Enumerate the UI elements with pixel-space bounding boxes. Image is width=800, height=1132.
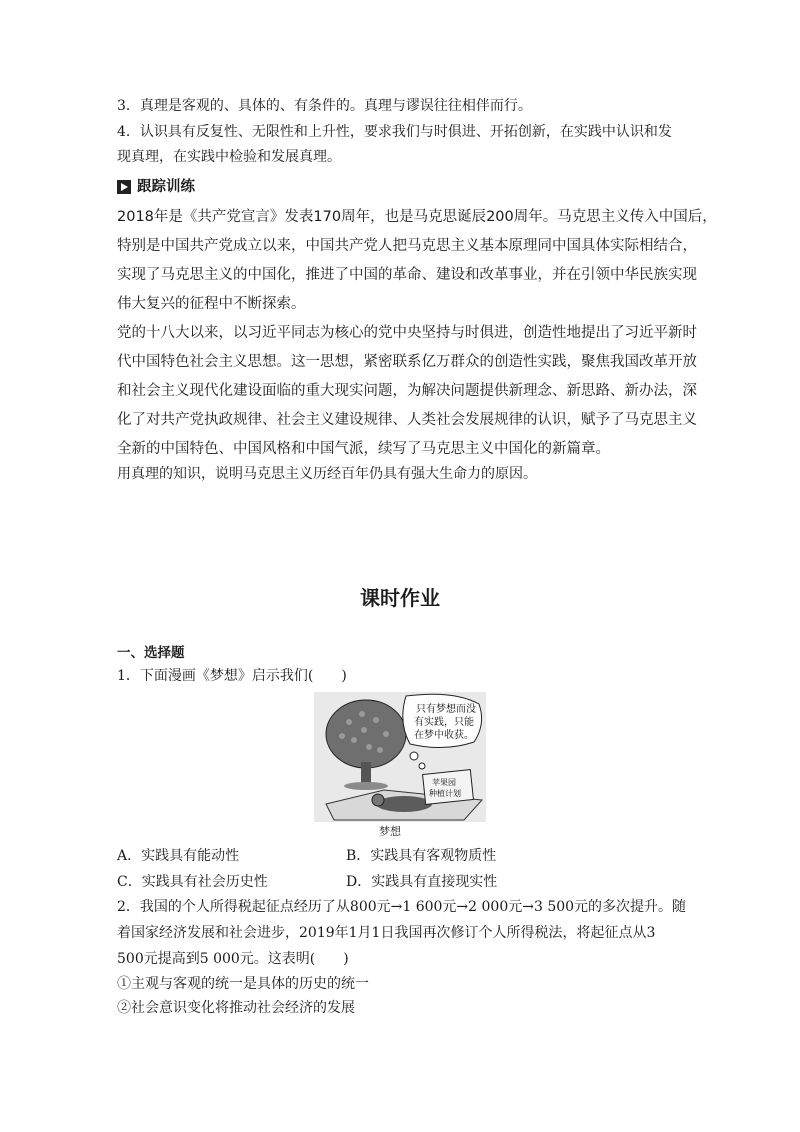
bubble-line-2: 有实践，只能 bbox=[414, 717, 474, 728]
tracking-para2-line: 全新的中国特色、中国风格和中国气派，续写了马克思主义中国化的新篇章。 bbox=[117, 441, 610, 457]
page-title: 课时作业 bbox=[360, 586, 440, 610]
sign-line-2: 种植计划 bbox=[429, 789, 461, 798]
point-3: 3．真理是客观的、具体的、有条件的。真理与谬误往往相伴而行。 bbox=[117, 98, 532, 114]
bubble-line-3: 在梦中收获。 bbox=[414, 730, 474, 741]
bubble-line-1: 只有梦想而没 bbox=[416, 704, 476, 715]
option-d: D．实践具有直接现实性 bbox=[346, 874, 498, 890]
q2-stem-line: 着国家经济发展和社会进步，2019年1月1日我国再次修订个人所得税法，将起征点从3 bbox=[117, 925, 656, 941]
tracking-para2-line: 和社会主义现代化建设面临的重大现实问题，为解决问题提供新理念、新思路、新办法，深 bbox=[117, 383, 697, 399]
q1-stem: 1．下面漫画《梦想》启示我们( ) bbox=[117, 668, 347, 684]
point-4-line-1: 4．认识具有反复性、无限性和上升性，要求我们与时俱进、开拓创新，在实践中认识和发 bbox=[117, 124, 672, 140]
q2-stem-line: 500元提高到5 000元。这表明( ) bbox=[117, 951, 349, 967]
cartoon-illustration bbox=[314, 692, 486, 822]
tracking-para2-line: 代中国特色社会主义思想。这一思想，紧密联系亿万群众的创造性实践，聚焦我国改革开放 bbox=[117, 354, 697, 370]
q2-stem-line: 2．我国的个人所得税起征点经历了从800元→1 600元→2 000元→3 500元的多次提升。随 bbox=[117, 899, 687, 915]
tracking-question: 用真理的知识，说明马克思主义历经百年仍具有强大生命力的原因。 bbox=[117, 466, 537, 482]
q2-item-2: ②社会意识变化将推动社会经济的发展 bbox=[117, 1000, 355, 1016]
section-heading: 一、选择题 bbox=[117, 645, 185, 661]
option-a: A．实践具有能动性 bbox=[117, 848, 240, 864]
cartoon-figure bbox=[314, 692, 486, 822]
point-4-line-2: 现真理，在实践中检验和发展真理。 bbox=[117, 149, 341, 165]
option-c: C．实践具有社会历史性 bbox=[117, 874, 268, 890]
tracking-para1-line: 特别是中国共产党成立以来，中国共产党人把马克思主义基本原理同中国具体实际相结合， bbox=[117, 238, 697, 254]
option-b: B．实践具有客观物质性 bbox=[346, 848, 497, 864]
tracking-para1-line: 伟大复兴的征程中不断探索。 bbox=[117, 296, 306, 312]
tracking-heading bbox=[117, 177, 195, 197]
q2-item-1: ①主观与客观的统一是具体的历史的统一 bbox=[117, 976, 369, 992]
figure-caption: 梦想 bbox=[379, 825, 401, 838]
tracking-para1-line: 实现了马克思主义的中国化，推进了中国的革命、建设和改革事业，并在引领中华民族实现 bbox=[117, 267, 697, 283]
tracking-para1-line: 2018年是《共产党宣言》发表170周年，也是马克思诞辰200周年。马克思主义传入中国后， bbox=[117, 209, 717, 225]
tracking-heading-text: 跟踪训练 bbox=[137, 179, 195, 195]
tracking-para2-line: 化了对共产党执政规律、社会主义建设规律、人类社会发展规律的认识，赋予了马克思主义 bbox=[117, 412, 697, 428]
sign-line-1: 苹果园 bbox=[432, 778, 456, 787]
play-icon bbox=[117, 180, 131, 194]
tracking-para2-line: 党的十八大以来，以习近平同志为核心的党中央坚持与时俱进，创造性地提出了习近平新时 bbox=[117, 325, 697, 341]
